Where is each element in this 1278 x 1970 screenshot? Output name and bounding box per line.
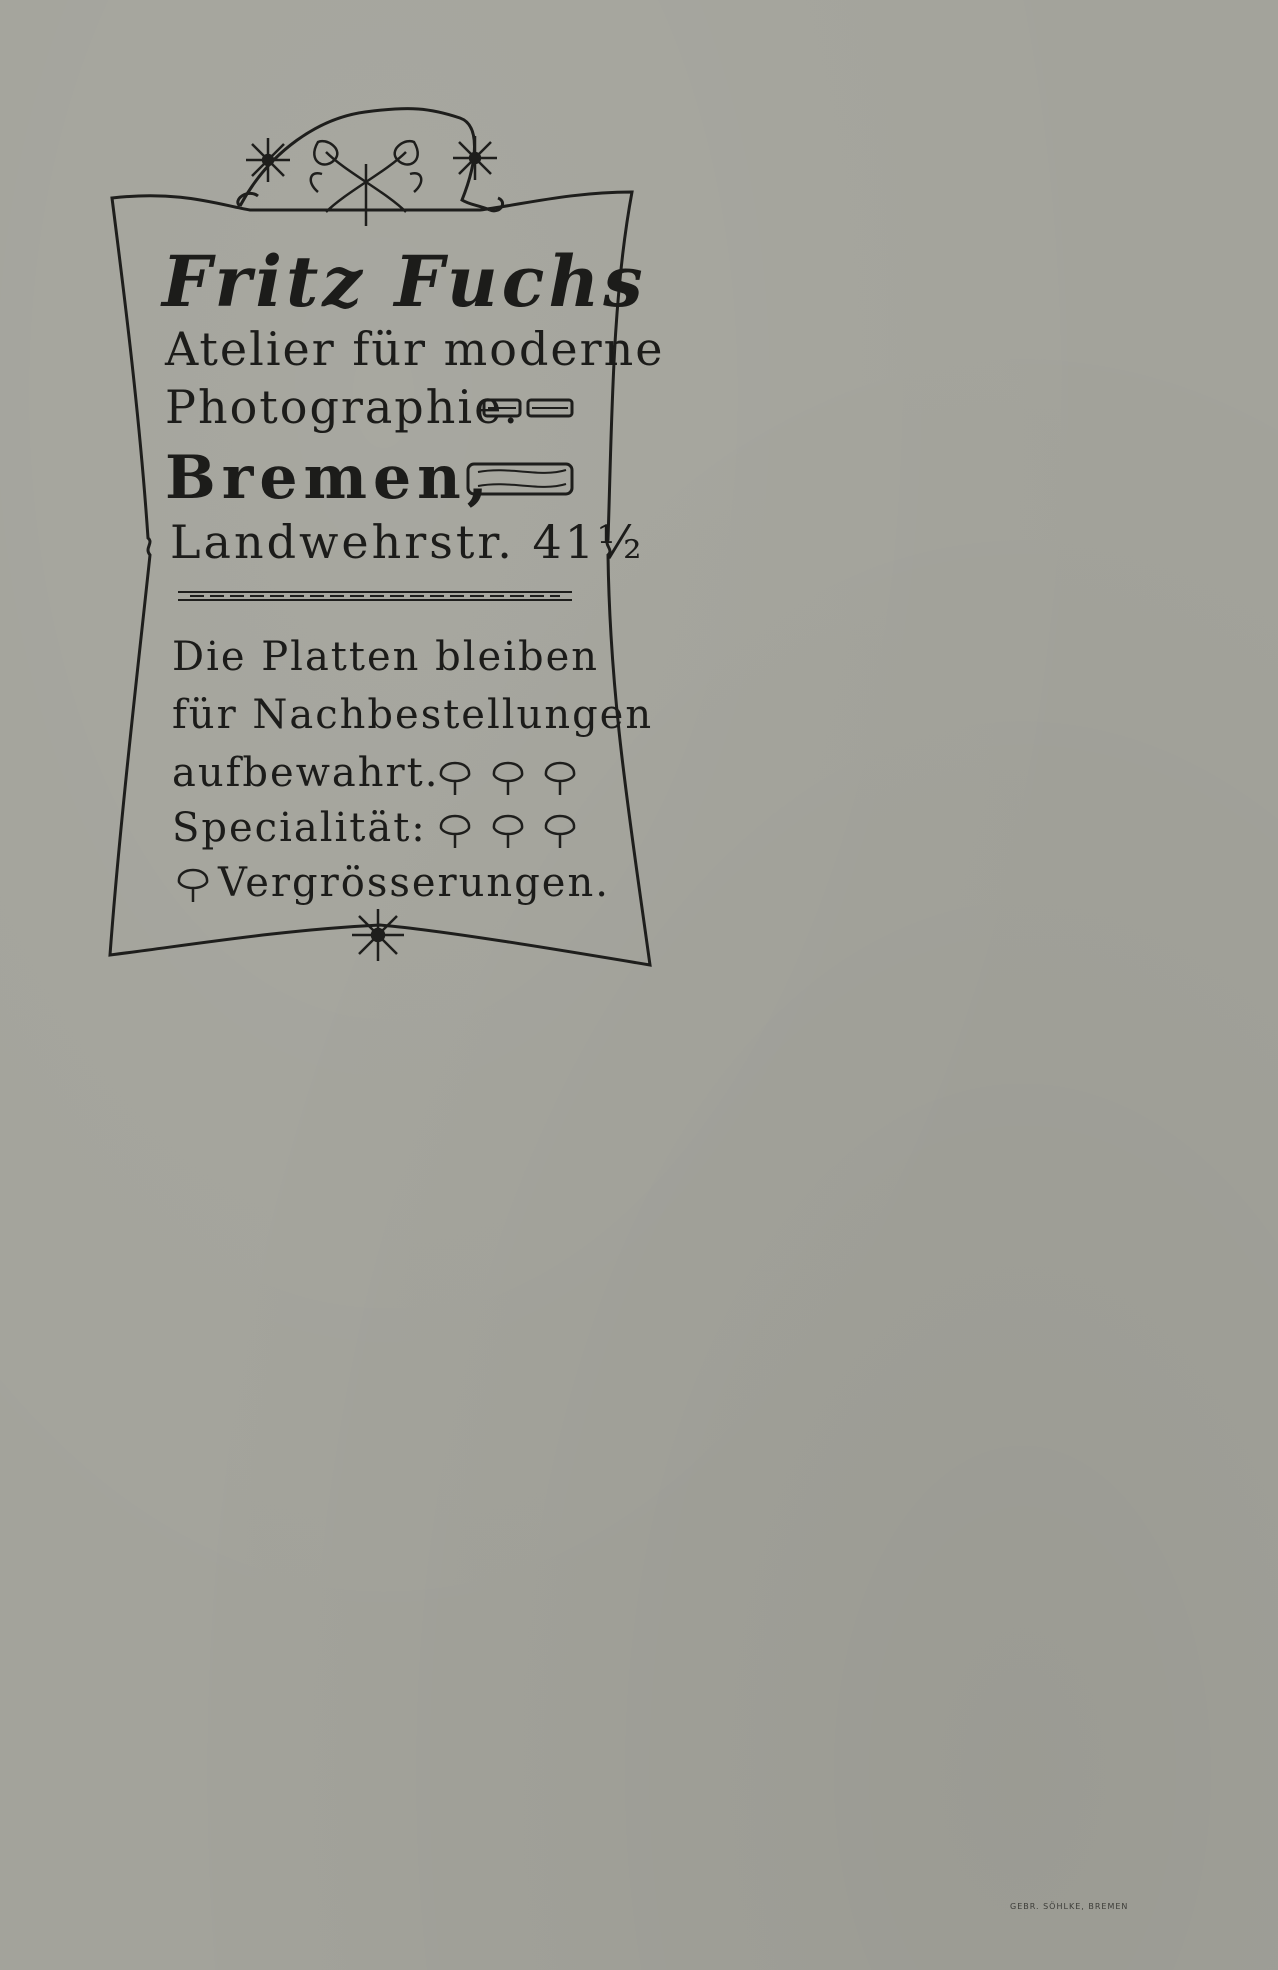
printer-mark: GEBR. SÖHLKE, BREMEN (1010, 1902, 1129, 1911)
studio-tagline-1: Atelier für moderne (165, 322, 665, 376)
notice-line-2: für Nachbestellungen (172, 692, 654, 738)
studio-name: Fritz Fuchs (162, 240, 647, 323)
studio-city: Bremen, (165, 443, 494, 513)
notice-line-3: aufbewahrt. (172, 750, 440, 796)
studio-tagline-2: Photographie. (165, 380, 520, 434)
notice-line-5: Vergrösserungen. (218, 860, 610, 906)
notice-line-4: Specialität: (172, 805, 427, 851)
notice-line-1: Die Platten bleiben (172, 634, 600, 680)
studio-address: Landwehrstr. 41½ (170, 515, 645, 569)
